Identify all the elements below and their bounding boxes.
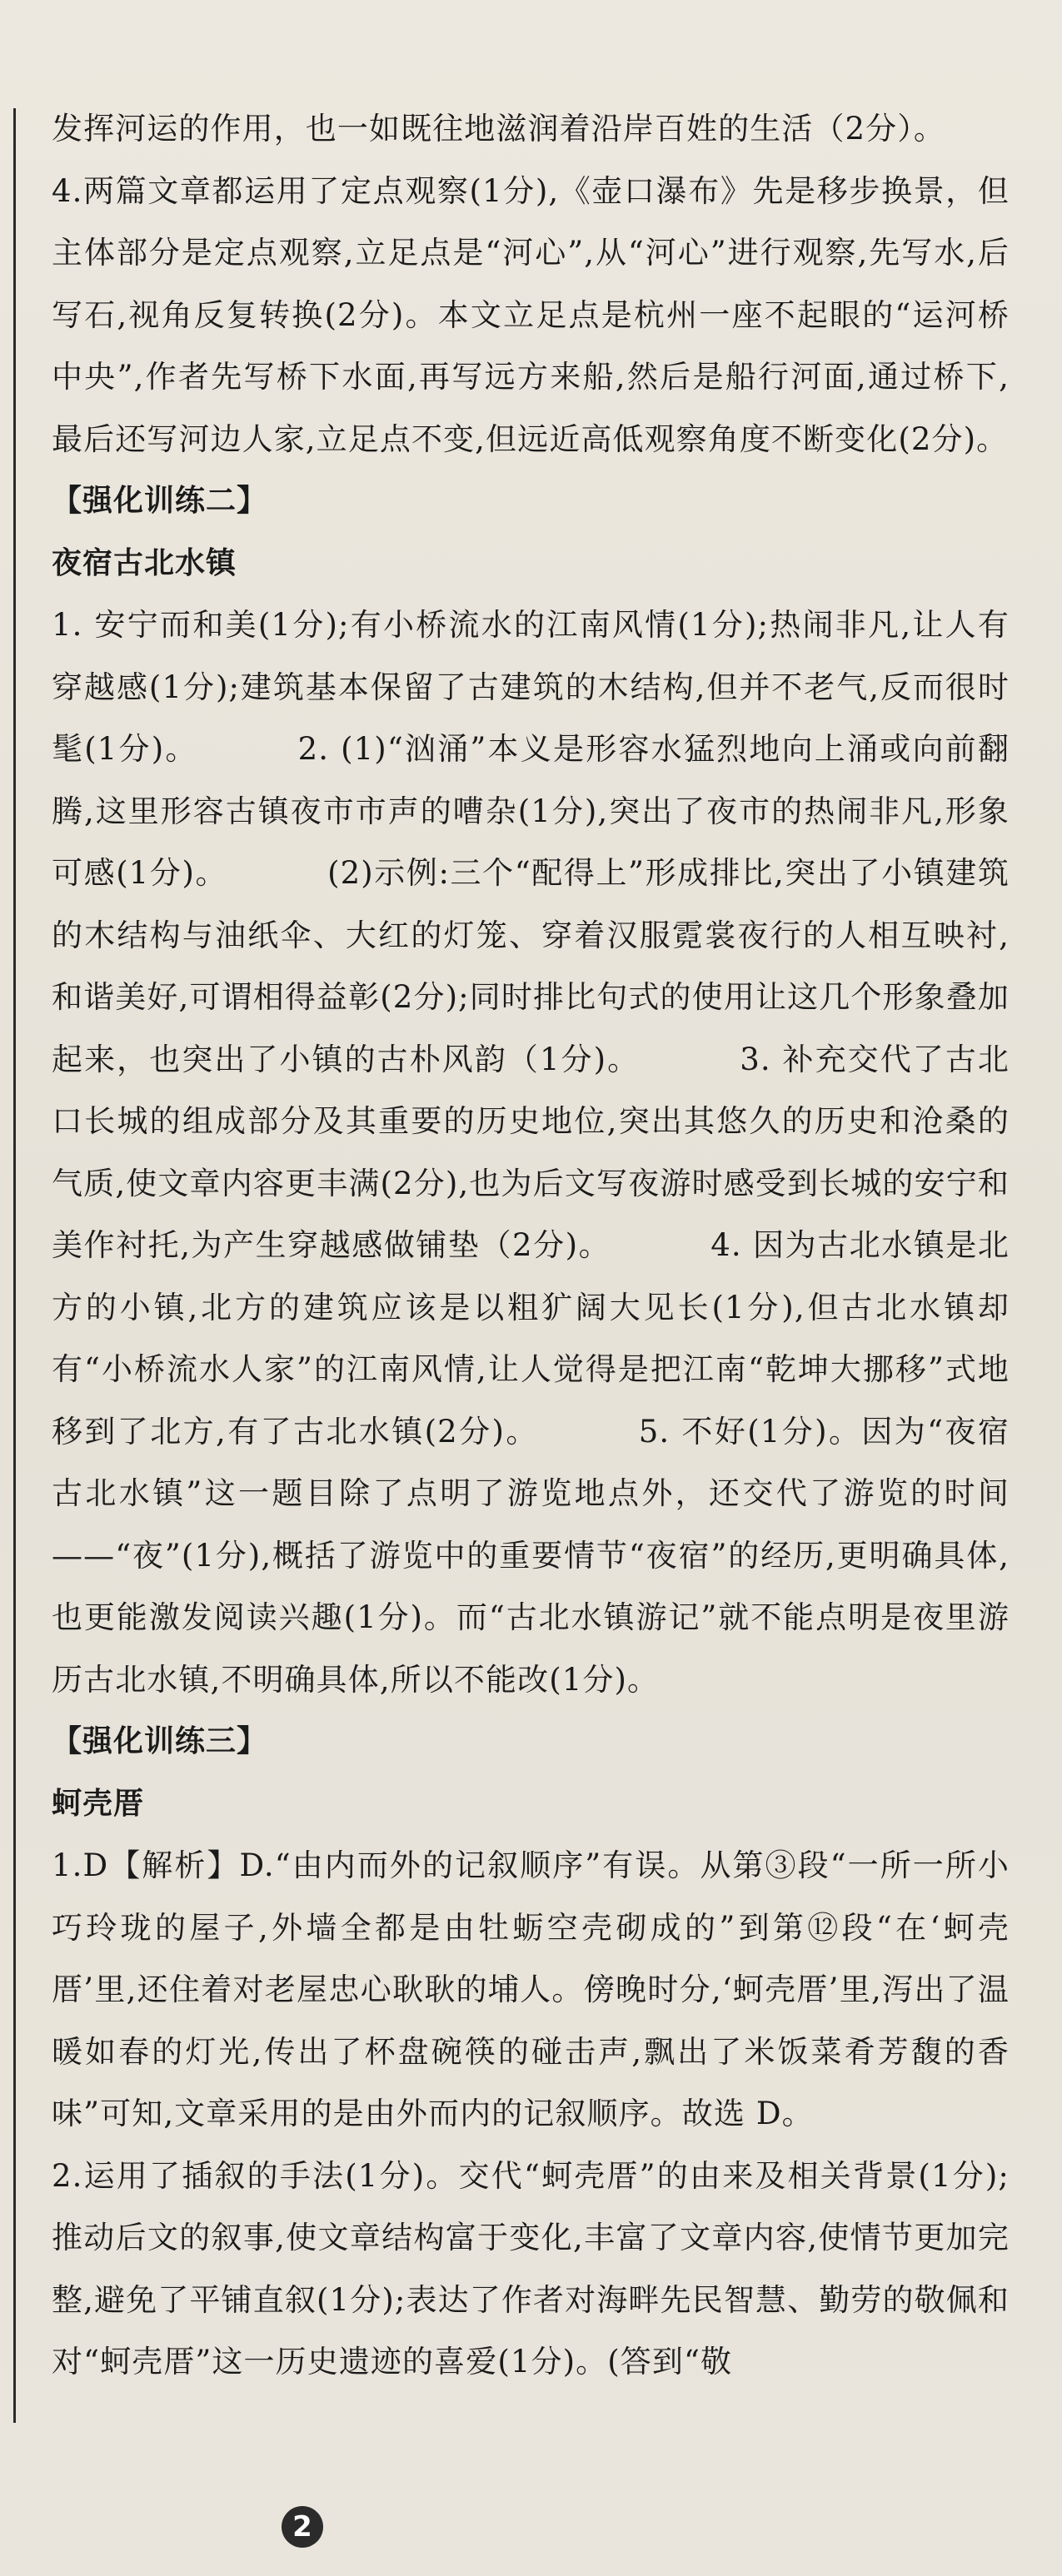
page-number-badge: 2: [282, 2506, 323, 2548]
training-2-answers: [52, 594, 1010, 1711]
left-margin-rule: [13, 108, 16, 2423]
answer-q4-text: 4.两篇文章都运用了定点观察(1分),《壶口瀑布》先是移步换景，但主体部分是定点观察,立足点是“河心”,从“河心”进行观察,先写水,后写石,视角反复转换(2分)。本文立足点是杭州一座不起眼的“运河桥中央”,作者先写桥下水面,再写远方来船,然后是船行河面,通过桥下,最后还写河边人家,立足点不变,但远近高低观察角度不断变化(2分)。: [52, 172, 1010, 457]
training-3-answer-1: 1.D【解析】D.“由内而外的记叙顺序”有误。从第③段“一所一所小巧玲珑的屋子,外墙全都是由牡蛎空壳砌成的”到第⑫段“在‘蚵壳厝’里,还住着对老屋忠心耿耿的埔人。傍晚时分,‘蚵壳厝’里,泻出了温暖如春的灯光,传出了杯盘碗筷的碰击声,飘出了米饭菜肴芳馥的香味”可知,文章采用的是由外而内的记叙顺序。故选 D。: [52, 1847, 1010, 2131]
answer-content: [52, 98, 1010, 2394]
section-heading-training-3: 【强化训练三】: [52, 1724, 268, 1758]
answer-1-text: 1. 安宁而和美(1分);有小桥流水的江南风情(1分);热闹非凡,让人有穿越感(1分);建筑基本保留了古建筑的木结构,但并不老气,反而很时髦(1分)。: [52, 607, 1010, 767]
training-3-answer-2: 2.运用了插叙的手法(1分)。交代“蚵壳厝”的由来及相关背景(1分);推动后文的叙事,使文章结构富于变化,丰富了文章内容,使情节更加完整,避免了平铺直叙(1分);表达了作者对海畔先民智慧、勤劳的敬佩和对“蚵壳厝”这一历史遗迹的喜爱(1分)。(答到“敬: [52, 2157, 1010, 2380]
continued-answer-text: 发挥河运的作用，也一如既往地滋润着沿岸百姓的生活（2分）。: [52, 111, 945, 147]
article-title-kekecuo: 蚵壳厝: [52, 1786, 145, 1821]
answer-2-1-text: 2. (1)“汹涌”本义是形容水猛烈地向上涌或向前翻腾,这里形容古镇夜市市声的嘈杂(1分),突出了夜市的热闹非凡,形象可感(1分)。: [52, 731, 1010, 891]
answer-2-2-text: (2)示例:三个“配得上”形成排比,突出了小镇建筑的木结构与油纸伞、大红的灯笼、穿着汉服霓裳夜行的人相互映衬,和谐美好,可谓相得益彰(2分);同时排比句式的使用让这几个形象叠加起来，也突出了小镇的古朴风韵（1分)。: [52, 855, 1010, 1077]
answer-3-text: 3. 补充交代了古北口长城的组成部分及其重要的历史地位,突出其悠久的历史和沧桑的气质,使文章内容更丰满(2分),也为后文写夜游时感受到长城的安宁和美作衬托,为产生穿越感做铺垫（2分)。: [52, 1041, 1010, 1263]
section-heading-training-2: 【强化训练二】: [52, 484, 268, 518]
answer-5-text: 5. 不好(1分)。因为“夜宿古北水镇”这一题目除了点明了游览地点外，还交代了游览的时间——“夜”(1分),概括了游览中的重要情节“夜宿”的经历,更明确具体,也更能激发阅读兴趣(1分)。而“古北水镇游记”就不能点明是夜里游历古北水镇,不明确具体,所以不能改(1分)。: [52, 1413, 1010, 1698]
article-title-gubei: 夜宿古北水镇: [52, 545, 237, 580]
answer-4-text: 4. 因为古北水镇是北方的小镇,北方的建筑应该是以粗犷阔大见长(1分),但古北水镇却有“小桥流水人家”的江南风情,让人觉得是把江南“乾坤大挪移”式地移到了北方,有了古北水镇(2分)。: [52, 1227, 1010, 1450]
